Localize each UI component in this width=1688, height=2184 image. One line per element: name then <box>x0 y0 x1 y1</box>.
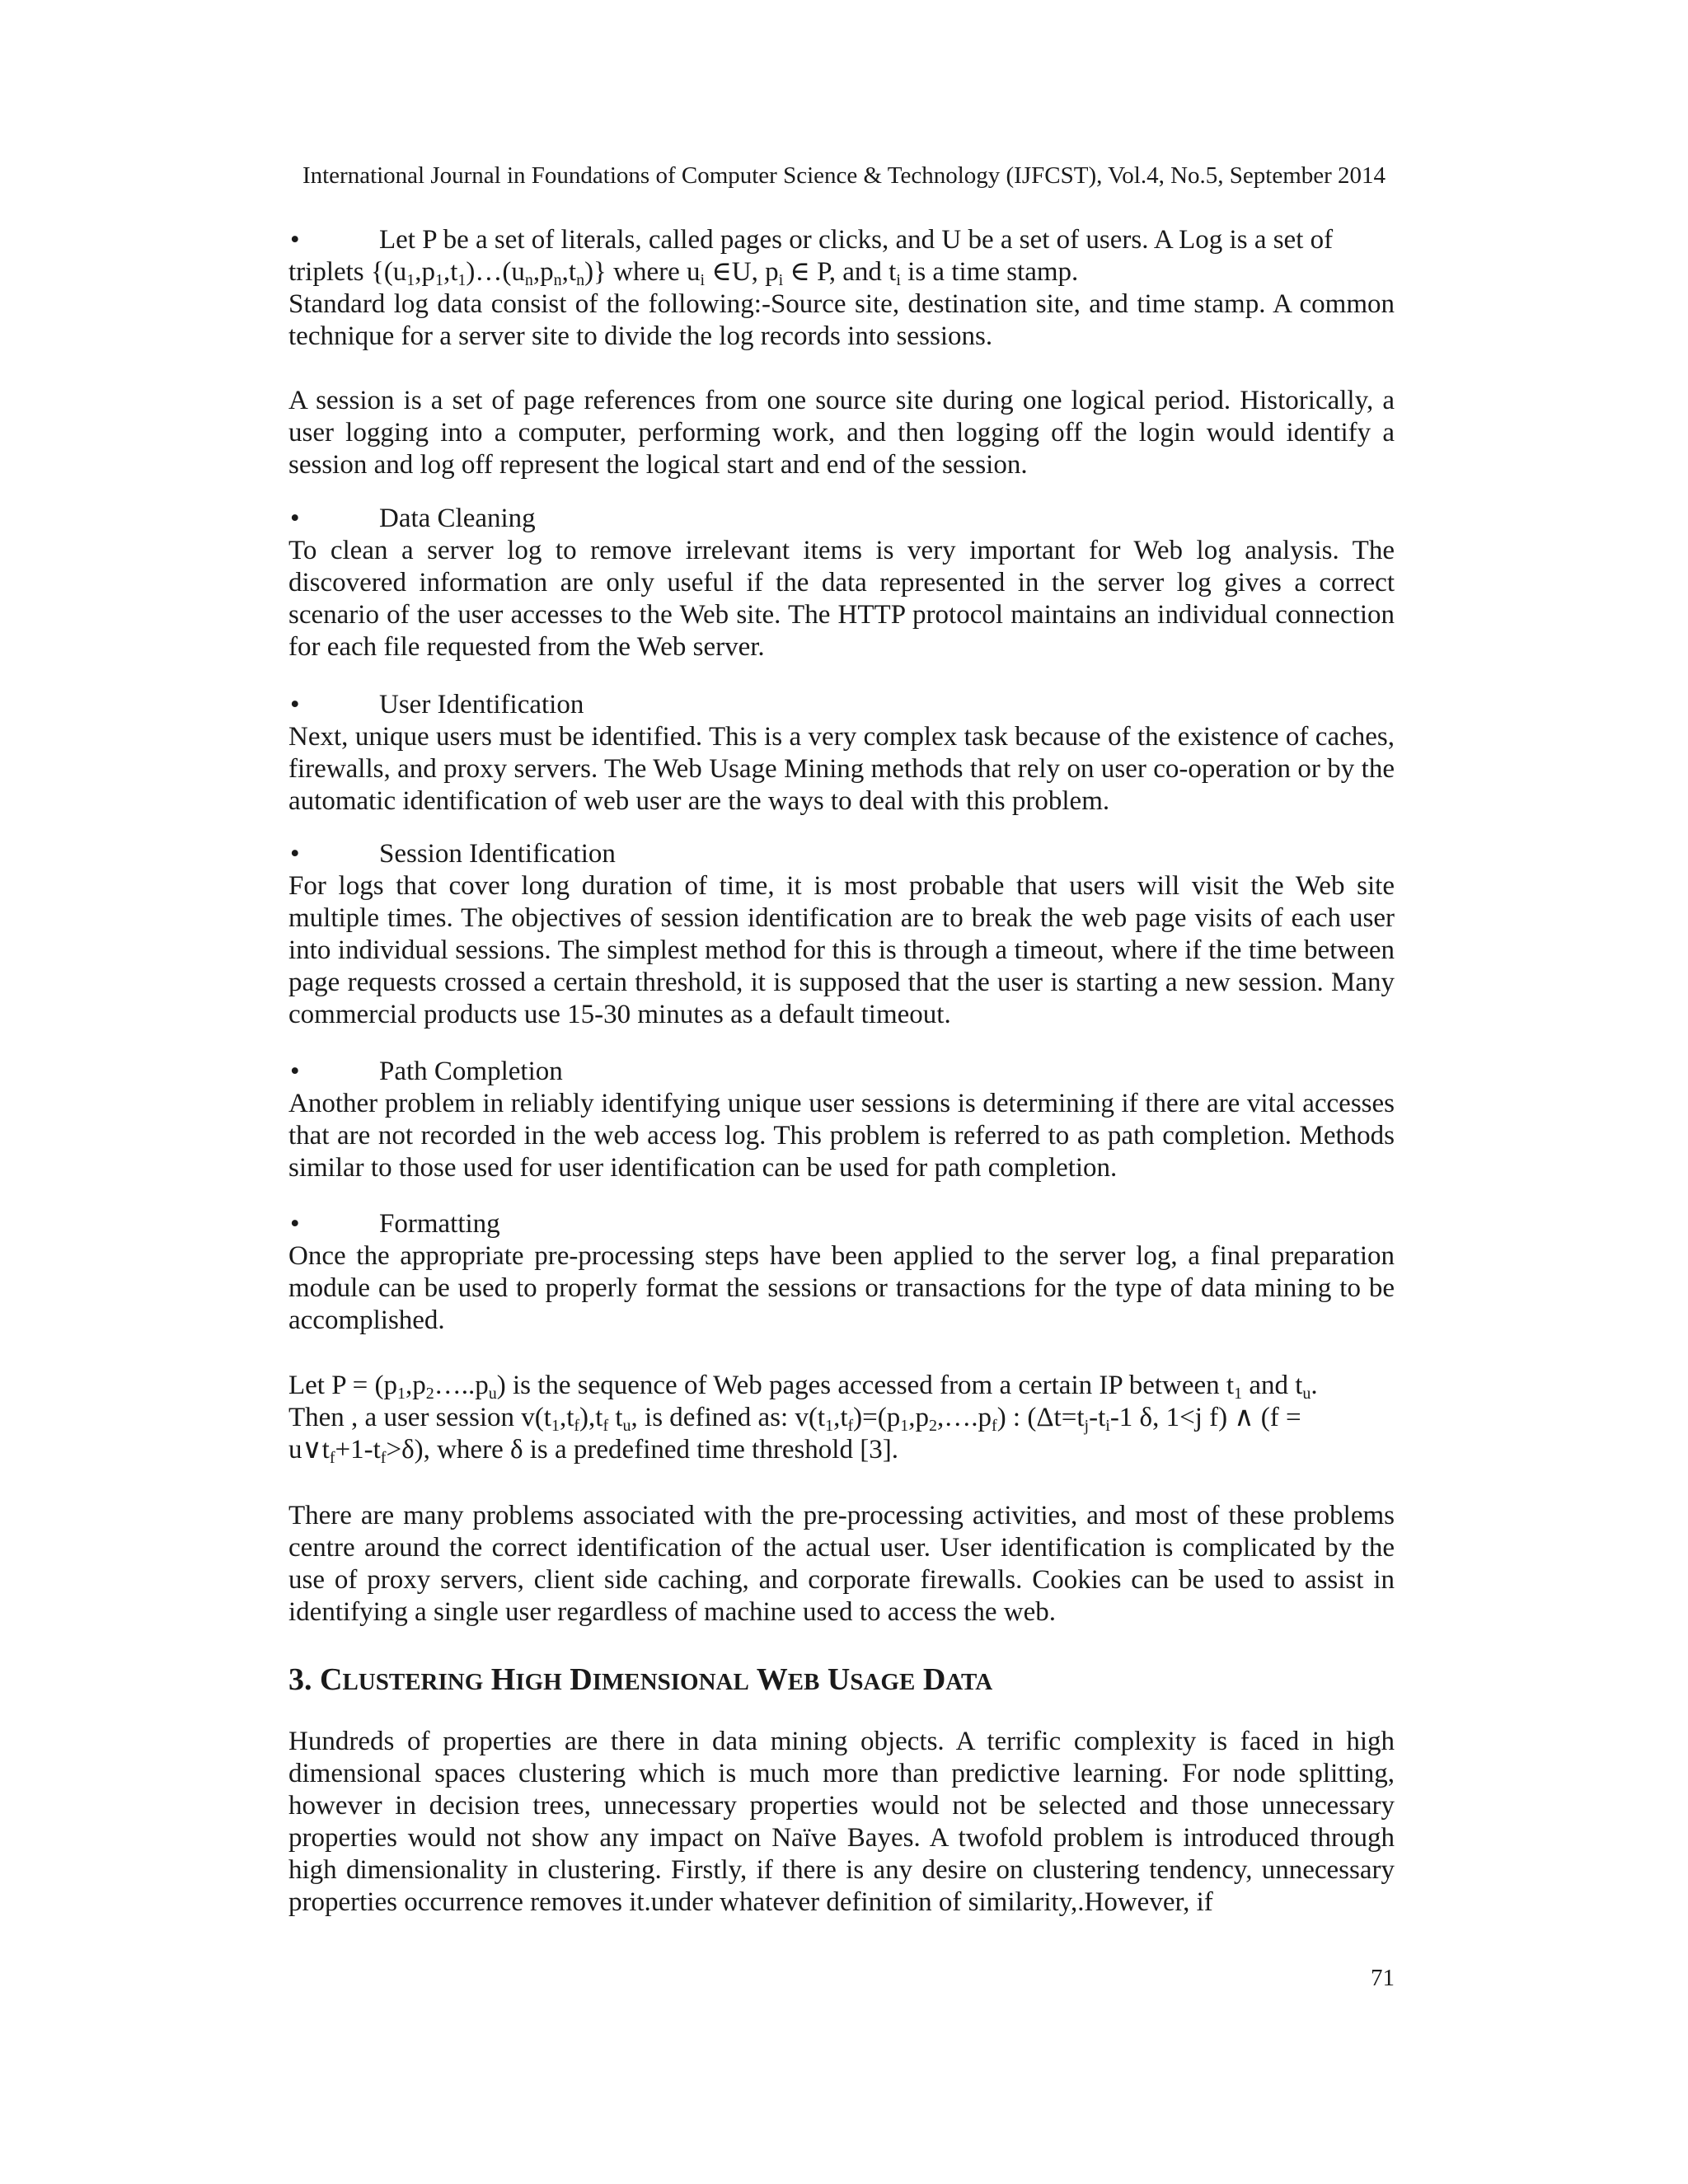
bullet-icon: • <box>290 839 300 869</box>
bullet-icon: • <box>290 1209 300 1239</box>
section-3-paragraph: Hundreds of properties are there in data mining objects. A terrific complexity is faced in high dimensional spaces clustering which is much more than predictive learning. For node splitting, however in decision trees, unnecessary properties would not be selected and those unnecessary properties would not show any impact on Naïve Bayes. A twofold problem is introduced through high dimensionality in clustering. Firstly, if there is any desire on clustering tendency, unnecessary properties occurrence removes it.under whatever definition of similarity,.However, if <box>288 1727 1395 1917</box>
standard-log-paragraph: Standard log data consist of the following:-Source site, destination site, and time stamp. A common technique for a server site to divide the log records into sessions. <box>288 289 1395 351</box>
section-user-identification <box>288 689 1395 818</box>
page-number: 71 <box>1371 1965 1395 1991</box>
bullet-icon: • <box>290 1057 300 1086</box>
session-paragraph: A session is a set of page references from one source site during one logical period. Historically, a user logging into a computer, performing work, and then logging off the login would identify a session and log off represent the logical start and end of the session. <box>288 386 1395 480</box>
formula-line-3: $u\vee t_f+1-t_f>\delta$), where δ is a predefined time threshold [3]. <box>288 1435 898 1467</box>
section-title-line <box>288 1056 1395 1088</box>
section-title-line <box>288 689 1395 721</box>
section-title: User Identification <box>379 690 584 719</box>
section-title: Session Identification <box>379 839 616 869</box>
bullet-icon: • <box>290 504 300 533</box>
log-definition <box>288 224 1395 353</box>
section-text: Once the appropriate pre-processing steps have been applied to the server log, a final preparation module can be used to properly format the sessions or transactions for the type of data mining to be accomplished. <box>288 1241 1395 1335</box>
log-triplets-line: triplets $\{(u_1,p_1,t_1)\dots(u_n,p_n,t_n)\}$ where $u_i$ ∈U, $p_i$ ∈ P, and $t_i$ is a time stamp. <box>288 257 1079 289</box>
section-title: Formatting <box>379 1209 500 1239</box>
problems-paragraph: There are many problems associated with the pre-processing activities, and most of these problems centre around the correct identification of the actual user. User identification is complicated by the use of proxy servers, client side caching, and corporate firewalls. Cookies can be used to assist in identifying a single user regardless of machine used to access the web. <box>288 1501 1395 1627</box>
bullet-icon: • <box>290 690 300 719</box>
log-definition-line1: Let P be a set of literals, called pages or clicks, and U be a set of users. A Log is a set of <box>379 225 1334 255</box>
section-data-cleaning <box>288 503 1395 663</box>
bullet-icon: • <box>290 225 300 255</box>
section-path-completion <box>288 1056 1395 1184</box>
section-title: Path Completion <box>379 1057 563 1086</box>
formula-line-2: Then , a user session $v(t_1,t_f),t_f$ $t_u$, is defined as: $v(t_1,t_f)=(p_1,p_2,\dots.p_f)$ : ($\Delta t=t_j-t_i-1$ δ, 1<j f) ∧ (f = <box>288 1403 1301 1435</box>
section-text: Next, unique users must be identified. This is a very complex task because of the existence of caches, firewalls, and proxy servers. The Web Usage Mining methods that rely on user co-operation or by the automatic identification of web user are the ways to deal with this problem. <box>288 722 1395 816</box>
section-title-line <box>288 838 1395 870</box>
section-text: To clean a server log to remove irrelevant items is very important for Web log analysis. The discovered information are only useful if the data represented in the server log gives a correct scenario of the user accesses to the Web site. The HTTP protocol maintains an individual connection for each file requested from the Web server. <box>288 536 1395 662</box>
session-formula <box>288 1370 1395 1466</box>
section-title-line <box>288 1208 1395 1240</box>
section-title: Data Cleaning <box>379 504 536 533</box>
section-title-line <box>288 503 1395 535</box>
running-head: International Journal in Foundations of Computer Science & Technology (IJFCST), Vol.4, No.5, September 2014 <box>302 162 1386 189</box>
section-text: Another problem in reliably identifying unique user sessions is determining if there are vital accesses that are not recorded in the web access log. This problem is referred to as path completion. Methods similar to those used for user identification can be used for path completion. <box>288 1089 1395 1183</box>
formula-line-1: Let $P = (p_1,p_2\dots..p_u)$ is the sequence of Web pages accessed from a certain IP between $t_1$ and $t_u$. <box>288 1371 1318 1403</box>
section-3-heading: 3. CLUSTERING HIGH DIMENSIONAL WEB USAGE DATA <box>288 1662 993 1697</box>
section-formatting <box>288 1208 1395 1337</box>
log-definition-first-line <box>288 224 1395 256</box>
section-session-identification <box>288 838 1395 1031</box>
section-text: For logs that cover long duration of time, it is most probable that users will visit the Web site multiple times. The objectives of session identification are to break the web page visits of each user into individual sessions. The simplest method for this is through a timeout, where if the time between page requests crossed a certain threshold, it is supposed that the user is starting a new session. Many commercial products use 15-30 minutes as a default timeout. <box>288 871 1395 1029</box>
